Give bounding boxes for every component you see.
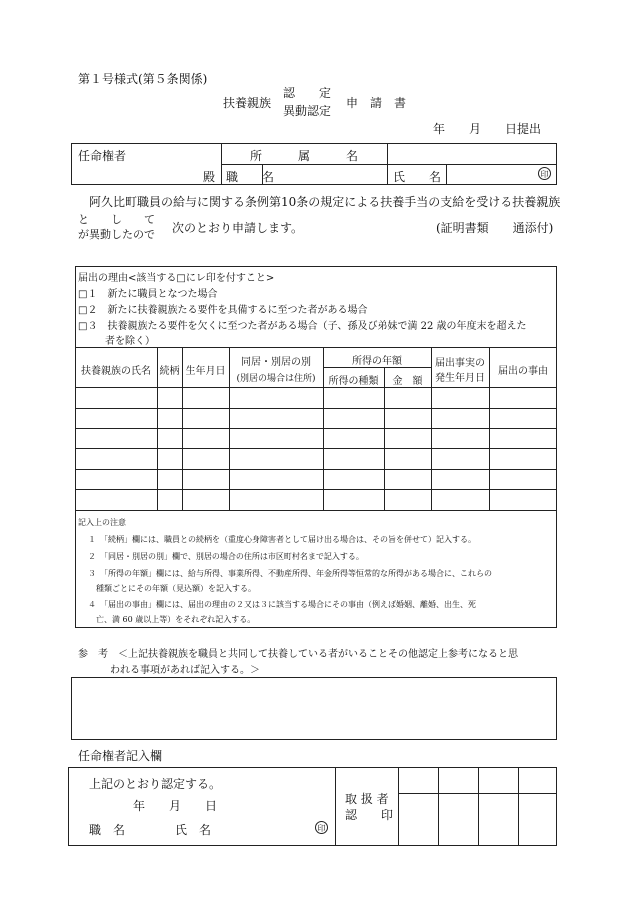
table-header-border bbox=[75, 387, 557, 388]
certify-text: 上記のとおり認定する。 bbox=[89, 777, 222, 791]
top-table-divider bbox=[221, 164, 557, 165]
attached-documents: (証明書類 通添付) bbox=[436, 221, 554, 235]
title-left: 扶養親族 bbox=[223, 96, 272, 110]
header-amount: 金 額 bbox=[392, 376, 423, 387]
certifier-job-title: 職 名 bbox=[89, 823, 126, 837]
note-line: １ 「続柄」欄には、職員との続柄を（重度心身障害者として届け出る場合は、その旨を併せて）記入する。 bbox=[88, 535, 476, 544]
reason-item[interactable]: □２ 新たに扶養親族たる要件を具備するに至つた者がある場合 bbox=[78, 305, 368, 316]
header-dependent-name: 扶養親族の氏名 bbox=[81, 366, 151, 377]
header-event-reason: 届出の事由 bbox=[498, 366, 548, 377]
appointer-section-heading: 任命権者記入欄 bbox=[78, 749, 163, 763]
affiliation-label: 所 属 名 bbox=[250, 149, 359, 163]
header-event-date-2: 発生年月日 bbox=[435, 373, 485, 384]
header-income-type: 所得の種類 bbox=[328, 376, 379, 387]
table-row-border bbox=[75, 489, 557, 490]
table-top-border bbox=[75, 347, 557, 348]
appointer-divider bbox=[478, 767, 479, 846]
table-col-border bbox=[384, 367, 385, 510]
header-residence: 同居・別居の別 bbox=[241, 357, 311, 368]
table-bottom-border bbox=[75, 510, 557, 511]
table-row-border bbox=[75, 428, 557, 429]
header-event-date: 届出事実の bbox=[435, 358, 485, 369]
note-line: 亡、満 60 歳以上等）をそれぞれ記入する。 bbox=[96, 615, 256, 624]
table-row-border bbox=[75, 469, 557, 470]
note-line: ３ 「所得の年額」欄には、給与所得、事業所得、不動産所得、年金所得等恒常的な所得がある場合に、これらの bbox=[88, 569, 492, 578]
top-table-divider bbox=[446, 164, 447, 185]
declaration-line2: 次のとおり申請します。 bbox=[172, 221, 304, 235]
title-option-bottom: 異動認定 bbox=[283, 104, 332, 118]
reason-item-cont: 者を除く） bbox=[105, 336, 155, 347]
appointer-divider bbox=[518, 767, 519, 846]
seal-icon: 印 bbox=[538, 167, 551, 180]
title-option-top: 認 定 bbox=[283, 86, 332, 100]
notes-heading: 記入上の注意 bbox=[78, 518, 126, 527]
note-line: 種類ごとにその年額（見込額）を記入する。 bbox=[96, 584, 256, 593]
declaration-line1: 阿久比町職員の給与に関する条例第10条の規定による扶養手当の支給を受ける扶養親族 bbox=[89, 195, 561, 209]
honorific: 殿 bbox=[203, 170, 216, 184]
header-birthdate: 生年月日 bbox=[185, 366, 226, 377]
income-subheader-border bbox=[323, 367, 431, 368]
table-row-border bbox=[75, 408, 557, 409]
header-annual-income: 所得の年額 bbox=[352, 356, 402, 367]
note-line: ２ 「同居・別居の別」欄で、別居の場合の住所は市区町村名まで記入する。 bbox=[88, 552, 364, 561]
certifier-seal-icon: 印 bbox=[315, 821, 328, 834]
appointer-label: 任命権者 bbox=[78, 149, 127, 163]
declaration-option-bottom: が異動したので bbox=[78, 228, 155, 241]
declaration-option-top: と し て bbox=[78, 213, 155, 226]
form-number: 第１号様式(第５条関係) bbox=[78, 72, 208, 86]
appointer-divider bbox=[438, 767, 439, 846]
submission-date: 年 月 日提出 bbox=[433, 122, 542, 136]
reason-item[interactable]: □３ 扶養親族たる要件を欠くに至つた者がある場合（子、孫及び弟妹で満 22 歳の年度末を超えた bbox=[78, 321, 527, 332]
certifier-name: 氏 名 bbox=[175, 823, 212, 837]
header-residence-note: (別居の場合は住所) bbox=[236, 374, 316, 384]
handler-label: 取 扱 者 bbox=[345, 792, 389, 806]
note-line: ４ 「届出の事由」欄には、届出の理由の２又は３に該当する場合にその事由（例えば婚姻、離婚、出生、死 bbox=[88, 600, 476, 609]
reference-input-box[interactable] bbox=[71, 677, 557, 740]
appointer-divider bbox=[398, 793, 557, 794]
title-right: 申 請 書 bbox=[346, 96, 407, 110]
appointer-divider bbox=[335, 767, 336, 846]
certify-date: 年 月 日 bbox=[133, 799, 218, 813]
header-relation: 続柄 bbox=[159, 366, 180, 377]
table-row-border bbox=[75, 448, 557, 449]
job-title-label: 職 名 bbox=[226, 170, 275, 184]
appointer-divider bbox=[398, 767, 399, 846]
name-label: 氏 名 bbox=[393, 170, 442, 184]
reference-line2: われる事項があれば記入する。＞ bbox=[110, 665, 260, 676]
reasons-heading: 届出の理由<該当する□にレ印を付すこと> bbox=[78, 273, 275, 284]
handler-seal-label: 認 印 bbox=[345, 808, 394, 822]
reason-item[interactable]: □１ 新たに職員となつた場合 bbox=[78, 289, 218, 300]
reference-line1: 参 考 ＜上記扶養親族を職員と共同して扶養している者がいることその他認定上参考になると思 bbox=[78, 649, 518, 660]
